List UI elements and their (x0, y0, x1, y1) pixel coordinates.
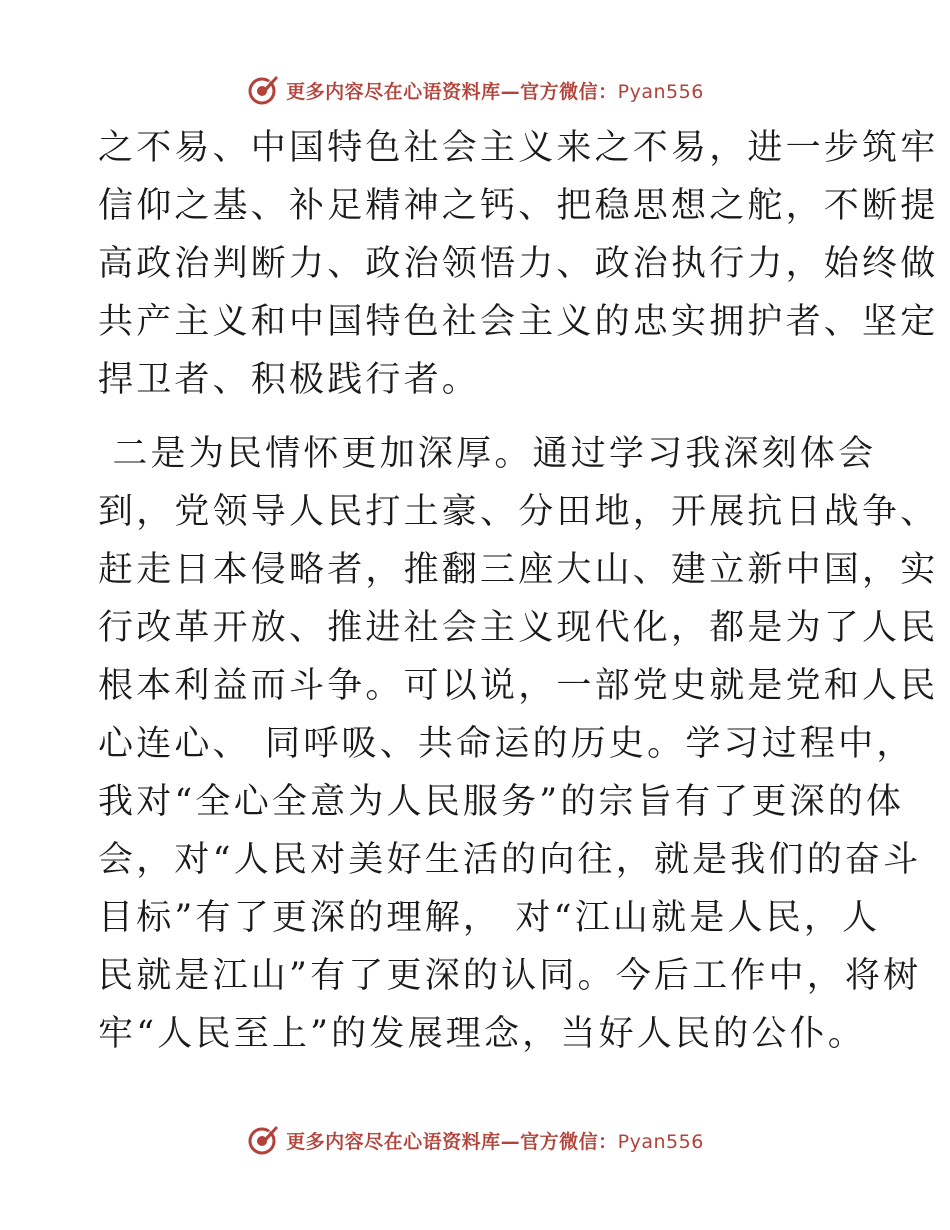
header-watermark (0, 70, 950, 110)
text-line: 二是为民情怀更加深厚。通过学习我深刻体会 (98, 434, 877, 474)
paragraph-people-sentiment (98, 425, 939, 1063)
quill-pen-logo-icon (246, 73, 280, 107)
text-line: 之不易、中国特色社会主义来之不易，进一步筑牢 (98, 128, 939, 168)
watermark-text: 更多内容尽在心语资料库—官方微信：Pyan556 (286, 1130, 704, 1153)
text-line: 赶走日本侵略者，推翻三座大山、建立新中国，实 (98, 550, 939, 590)
text-line: 目标”有了更深的理解， 对“江山就是人民，人 (98, 898, 881, 938)
text-line: 会，对“人民对美好生活的向往，就是我们的奋斗 (98, 840, 922, 880)
text-line: 民就是江山”有了更深的认同。今后工作中，将树 (98, 956, 922, 996)
text-line: 牢“人民至上”的发展理念，当好人民的公仆。 (98, 1014, 866, 1054)
text-line: 根本利益而斗争。可以说，一部党史就是党和人民 (98, 666, 939, 706)
text-line: 我对“全心全意为人民服务”的宗旨有了更深的体 (98, 782, 905, 822)
text-line: 信仰之基、补足精神之钙、把稳思想之舵，不断提 (98, 186, 939, 226)
paragraph-continuation (98, 119, 939, 409)
watermark-wechat-id: Pyan556 (617, 1130, 704, 1153)
text-line: 到，党领导人民打土豪、分田地，开展抗日战争、 (98, 492, 939, 532)
text-line: 捍卫者、积极践行者。 (98, 360, 481, 400)
watermark-wechat-id: Pyan556 (617, 80, 704, 103)
footer-watermark (0, 1120, 950, 1160)
watermark-text: 更多内容尽在心语资料库—官方微信：Pyan556 (286, 80, 704, 103)
text-line: 心连心、 同呼吸、共命运的历史。学习过程中， (98, 724, 915, 764)
quill-pen-logo-icon (246, 1123, 280, 1157)
text-line: 行改革开放、推进社会主义现代化，都是为了人民 (98, 608, 939, 648)
text-line: 高政治判断力、政治领悟力、政治执行力，始终做 (98, 244, 939, 284)
text-line: 共产主义和中国特色社会主义的忠实拥护者、坚定 (98, 302, 939, 342)
